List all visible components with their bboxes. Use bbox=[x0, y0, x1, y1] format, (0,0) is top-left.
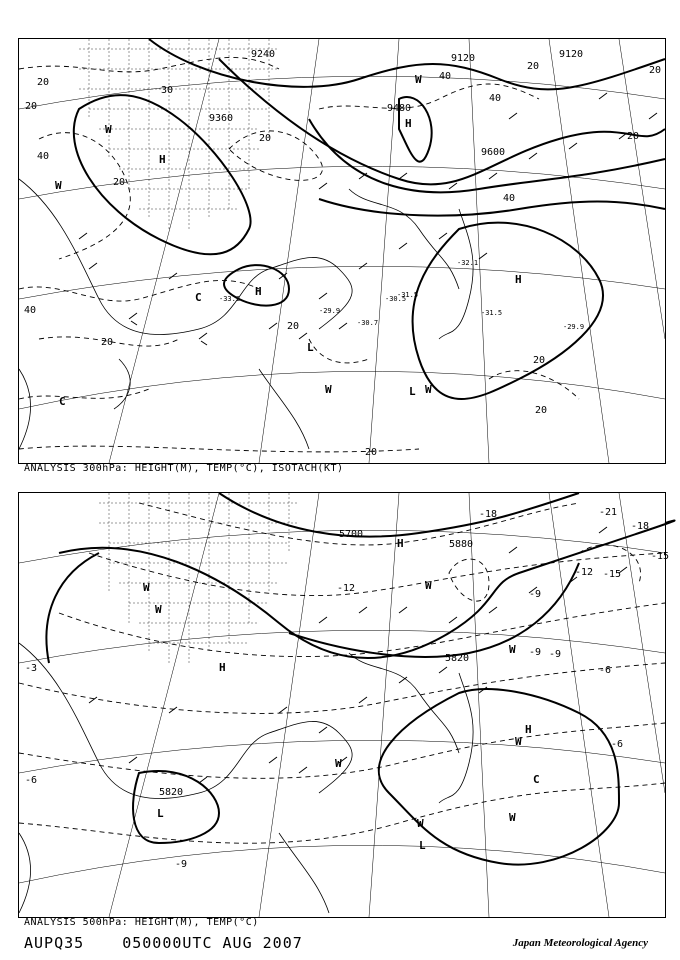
temperature-contours bbox=[19, 503, 665, 843]
isotach-label: 20 bbox=[365, 447, 378, 458]
temp-label: -30.7 bbox=[357, 319, 379, 327]
map-500hpa bbox=[19, 493, 670, 917]
temp-contour-label: -18 bbox=[631, 521, 650, 532]
isotach-label: 20 bbox=[259, 133, 272, 144]
isotach-label: 40 bbox=[37, 151, 50, 162]
map-300hpa bbox=[19, 39, 665, 463]
height-contours bbox=[46, 493, 674, 865]
isotach-label: 20 bbox=[25, 101, 38, 112]
warm-symbol: W bbox=[155, 603, 162, 616]
warm-symbol: W bbox=[509, 643, 516, 656]
temp-contour-label: -12 bbox=[337, 583, 356, 594]
caption-300hpa: ANALYSIS 300hPa: HEIGHT(M), TEMP(°C), ISOTACH(KT) bbox=[24, 463, 344, 474]
temp-contour-label: -9 bbox=[549, 649, 562, 660]
graticule bbox=[19, 39, 665, 463]
warm-symbol: W bbox=[425, 383, 432, 396]
temp-label: -29.9 bbox=[319, 307, 341, 315]
isotach-label: 20 bbox=[535, 405, 548, 416]
temp-contour-label: -18 bbox=[479, 509, 498, 520]
pressure-symbols bbox=[55, 73, 522, 408]
height-label: 9600 bbox=[481, 147, 506, 158]
coastlines bbox=[19, 179, 473, 449]
high-symbol: H bbox=[255, 285, 262, 298]
temp-contour-label: -9 bbox=[529, 589, 542, 600]
isotach-label: 20 bbox=[533, 355, 546, 366]
warm-symbol: W bbox=[105, 123, 112, 136]
isotach-label: 20 bbox=[287, 321, 300, 332]
isotach-label: 20 bbox=[37, 77, 50, 88]
temp-contour-label: -12 bbox=[575, 567, 594, 578]
temp-contour-label: -15 bbox=[603, 569, 622, 580]
isotach-contours bbox=[19, 57, 579, 451]
warm-symbol: W bbox=[425, 579, 432, 592]
map-panel-500hpa bbox=[18, 492, 670, 918]
map-panel-300hpa bbox=[18, 38, 666, 464]
caption-500hpa: ANALYSIS 500hPa: HEIGHT(M), TEMP(°C) bbox=[24, 917, 259, 928]
temp-label: -31.5 bbox=[481, 309, 503, 317]
isotach-label: 40 bbox=[24, 305, 37, 316]
high-symbol: H bbox=[515, 273, 522, 286]
temp-contour-label: -6 bbox=[25, 775, 38, 786]
isotach-label: 20 bbox=[627, 131, 640, 142]
low-symbol: L bbox=[419, 839, 426, 852]
height-label: 9120 bbox=[451, 53, 476, 64]
height-label: 9240 bbox=[251, 49, 276, 60]
isotach-label: 20 bbox=[113, 177, 126, 188]
low-symbol: L bbox=[307, 341, 314, 354]
isotach-label: 30 bbox=[161, 85, 174, 96]
warm-symbol: W bbox=[143, 581, 150, 594]
product-code: AUPQ35 bbox=[24, 934, 85, 952]
temp-contour-label: -9 bbox=[175, 859, 188, 870]
low-symbol: L bbox=[157, 807, 164, 820]
temp-contour-label: -9 bbox=[529, 647, 542, 658]
warm-symbol: W bbox=[335, 757, 342, 770]
isotach-label: 20 bbox=[101, 337, 114, 348]
height-label: 9480 bbox=[387, 103, 412, 114]
isotach-label: 40 bbox=[489, 93, 502, 104]
temp-label: -31.5 bbox=[397, 291, 419, 299]
isotach-label: 40 bbox=[503, 193, 516, 204]
height-label: 5820 bbox=[445, 653, 470, 664]
high-symbol: H bbox=[525, 723, 532, 736]
agency-credit: Japan Meteorological Agency bbox=[512, 937, 648, 949]
valid-time: 050000UTC AUG 2007 bbox=[122, 934, 303, 952]
warm-symbol: W bbox=[417, 817, 424, 830]
high-symbol: H bbox=[219, 661, 226, 674]
footer-product bbox=[24, 934, 331, 952]
temp-contour-label: -6 bbox=[611, 739, 624, 750]
cold-symbol: C bbox=[59, 395, 66, 408]
temp-label: -30.5 bbox=[385, 295, 407, 303]
isotach-label: 40 bbox=[439, 71, 452, 82]
isotach-label: 20 bbox=[527, 61, 540, 72]
temp-contour-label: -15 bbox=[651, 551, 670, 562]
temp-contour-label: -6 bbox=[599, 665, 612, 676]
cold-symbol: C bbox=[533, 773, 540, 786]
isotach-labels bbox=[24, 61, 661, 458]
temperature-contour-labels bbox=[25, 507, 669, 870]
height-label: 5880 bbox=[449, 539, 474, 550]
high-symbol: H bbox=[405, 117, 412, 130]
cold-symbol: C bbox=[195, 291, 202, 304]
wind-barbs bbox=[79, 93, 657, 345]
temp-label: -32.1 bbox=[457, 259, 479, 267]
warm-symbol: W bbox=[515, 735, 522, 748]
warm-symbol: W bbox=[325, 383, 332, 396]
temp-label: -29.9 bbox=[563, 323, 585, 331]
wind-barbs bbox=[89, 527, 627, 783]
high-symbol: H bbox=[159, 153, 166, 166]
height-label: 9360 bbox=[209, 113, 234, 124]
warm-symbol: W bbox=[509, 811, 516, 824]
temp-label: -33.2 bbox=[219, 295, 241, 303]
height-labels bbox=[159, 529, 473, 798]
warm-symbol: W bbox=[415, 73, 422, 86]
height-label: 5700 bbox=[339, 529, 364, 540]
warm-symbol: W bbox=[55, 179, 62, 192]
isotach-label: 20 bbox=[649, 65, 662, 76]
height-label: 9120 bbox=[559, 49, 584, 60]
low-symbol: L bbox=[409, 385, 416, 398]
height-label: 5820 bbox=[159, 787, 184, 798]
temp-contour-label: -21 bbox=[599, 507, 618, 518]
temp-contour-label: -3 bbox=[25, 663, 38, 674]
temperature-labels bbox=[219, 259, 584, 331]
high-symbol: H bbox=[397, 537, 404, 550]
